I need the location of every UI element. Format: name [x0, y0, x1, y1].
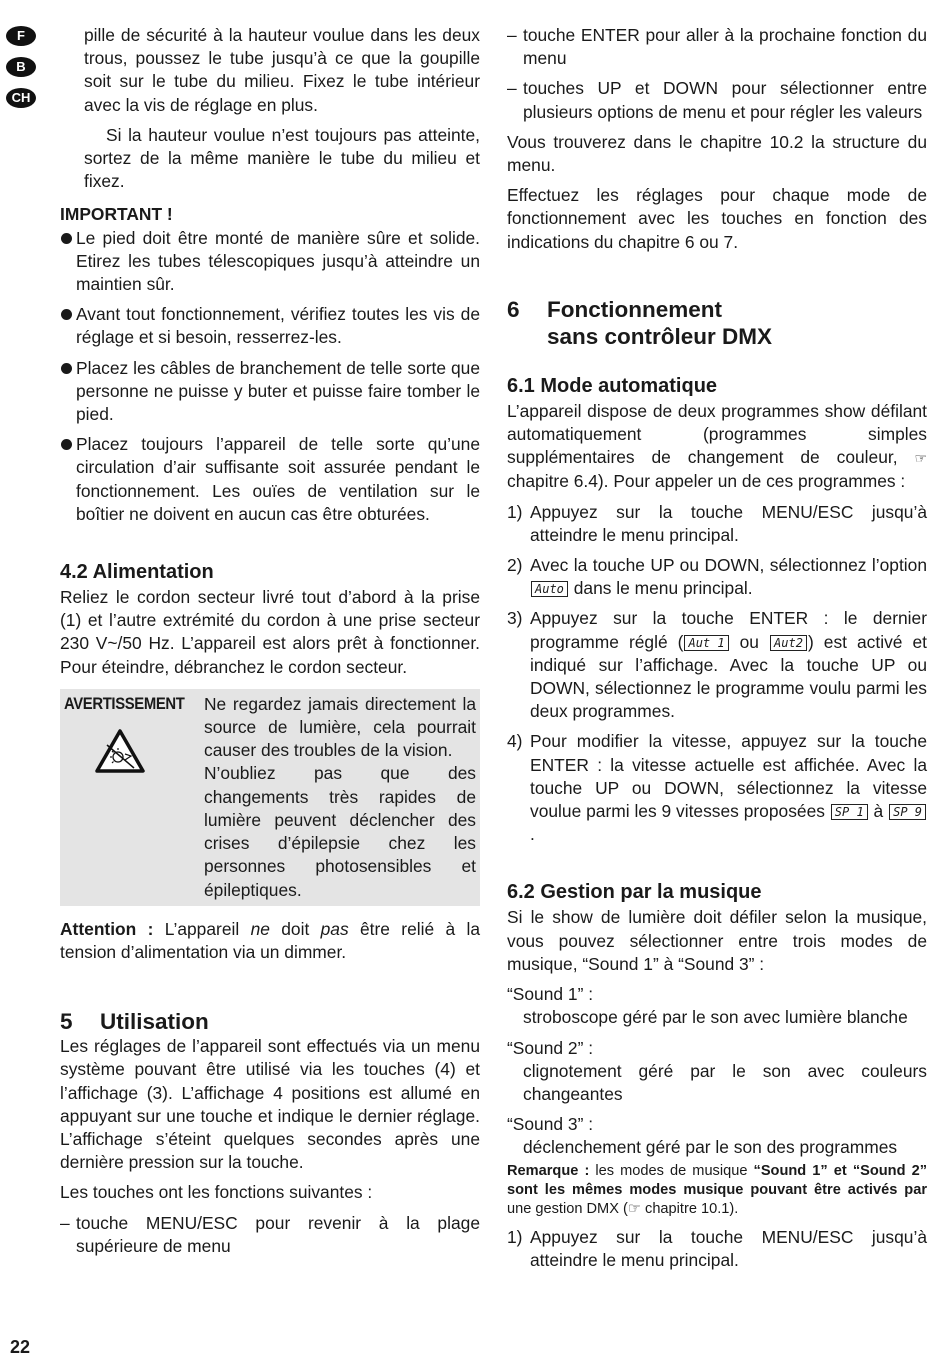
- warning-box: [60, 689, 480, 906]
- dash-item: – touches UP et DOWN pour sélectionner entre plusieurs options de menu et pour régler les valeurs: [507, 77, 927, 123]
- section-heading-4-2: 4.2 Alimentation: [60, 561, 214, 584]
- paragraph: L’appareil dispose de deux programmes show défilant automatiquement (programmes simples supplémentaires de changement de couleur, ☞ chapitre 6.4). Pour appeler un de ces programmes :: [507, 400, 927, 492]
- remark-paragraph: Remarque : les modes de musique “Sound 1” et “Sound 2” sont les mêmes modes musique pouvant être activés par une gestion DMX (☞ chapitre 10.1).: [507, 1162, 927, 1217]
- right-column: [507, 24, 927, 1280]
- warning-label: AVERTISSEMENT: [64, 694, 185, 713]
- warning-text: Ne regardez jamais directement la source de lumière, cela pourrait causer des troubles de la vision.: [204, 693, 476, 761]
- attention-paragraph: Attention : L’appareil ne doit pas être relié à la tension d’alimentation via un dimmer.: [60, 918, 481, 962]
- language-badge-b: B: [6, 57, 36, 77]
- paragraph: Effectuez les réglages pour chaque mode de fonctionnement avec les touches en fonction des indications du chapitre 6 ou 7.: [507, 185, 927, 252]
- section-heading-6-2: 6.2 Gestion par la musique: [507, 881, 762, 904]
- paragraph: Reliez le cordon secteur livré tout d’abord à la prise (1) et l’autre extrémité du cordon à une prise secteur 230 V~/50 Hz. L’appareil est alors prêt à fonctionner. Pour éteindre, débranchez le cordon secteur.: [60, 587, 480, 677]
- numbered-step: 1) Appuyez sur la touche MENU/ESC jusqu’à atteindre le menu principal.: [507, 1227, 927, 1271]
- numbered-step: 3) Appuyez sur la touche ENTER : le dernier programme réglé ( Aut 1 ou Aut2 ) est activé et indiqué sur l’affichage. Avec la touche UP ou DOWN, sélectionnez le programme voulu parmi les deux programmes.: [507, 608, 927, 722]
- numbered-step: 4) Pour modifier la vitesse, appuyez sur la touche ENTER : la vitesse actuelle est affichée. Avec la touche UP ou DOWN, sélectionnez la vitesse voulue parmi les 9 vitesses proposées SP 1 à SP 9.: [507, 731, 927, 845]
- paragraph: pille de sécurité à la hauteur voulue dans les deux trous, poussez le tube jusqu’à ce que la goupille soit sur le tube du milieu. Fixez le tube intérieur avec la vis de réglage en plus.: [84, 25, 480, 115]
- display-readout: Auto: [531, 581, 568, 597]
- sound-mode-label: “Sound 2” :: [507, 1037, 594, 1058]
- sound-mode-list: [507, 983, 927, 1159]
- language-badge-f: F: [6, 26, 36, 46]
- language-badges: [6, 26, 38, 119]
- display-readout: SP 1: [831, 804, 868, 820]
- bullet-item: Placez les câbles de branchement de telle sorte que personne ne puisse y buter et puisse faire tomber le pied.: [60, 357, 480, 427]
- attention-label: Attention :: [60, 918, 154, 939]
- sound-mode-label: “Sound 3” :: [507, 1114, 594, 1135]
- hand-pointer-icon: ☞: [914, 450, 927, 467]
- section-heading-6-1: 6.1 Mode automatique: [507, 374, 718, 397]
- bullet-item: Le pied doit être monté de manière sûre et solide. Etirez les tubes télescopiques jusqu’à atteindre un maintien sûr.: [60, 227, 480, 297]
- left-column: [60, 24, 480, 1265]
- page-number: 22: [10, 1337, 31, 1357]
- dash-item: – touche MENU/ESC pour revenir à la plage supérieure de menu: [60, 1212, 480, 1258]
- hand-pointer-icon: ☞: [627, 1200, 641, 1217]
- warning-text: N’oubliez pas que des changements très rapides de lumière peuvent déclencher des crises d’épilepsie chez les personnes photosensibles et épileptiques.: [204, 763, 476, 900]
- warning-eye-icon: [94, 728, 204, 780]
- section-heading-5: 5 Utilisation: [60, 1009, 209, 1035]
- important-heading: IMPORTANT !: [60, 204, 173, 225]
- paragraph: Si la hauteur voulue n’est toujours pas atteinte, sortez de la même manière le tube du milieu et fixez.: [84, 124, 480, 192]
- paragraph: Vous trouverez dans le chapitre 10.2 la structure du menu.: [507, 131, 927, 176]
- display-readout: Aut2: [770, 635, 807, 651]
- sound-mode-desc: stroboscope géré par le son avec lumière blanche: [523, 1007, 908, 1028]
- section-heading-6: 6 Fonctionnement sans contrôleur DMX: [507, 296, 773, 349]
- sound-mode-label: “Sound 1” :: [507, 984, 594, 1005]
- sound-mode-desc: clignotement géré par le son avec couleurs changeantes: [523, 1060, 927, 1104]
- display-readout: SP 9: [889, 804, 926, 820]
- paragraph: Les touches ont les fonctions suivantes :: [60, 1182, 373, 1203]
- display-readout: Aut 1: [684, 635, 728, 651]
- numbered-step: 2) Avec la touche UP ou DOWN, sélectionnez l’option Auto dans le menu principal.: [507, 555, 927, 599]
- dash-item: – touche ENTER pour aller à la prochaine fonction du menu: [507, 24, 927, 70]
- paragraph: Les réglages de l’appareil sont effectués via un menu système pouvant être utilisé via les touches (4) et l’affichage (3). L’affichage 4 positions est allumé en appuyant sur une touche et indique le dernier réglage. L’affichage s’éteint quelques secondes après une dernière pression sur la touche.: [60, 1036, 480, 1173]
- bullet-item: Placez toujours l’appareil de telle sorte qu’une circulation d’air suffisante soit assurée pendant le fonctionnement. Les ouïes de ventilation sur le boîtier ne doivent en aucun cas être obturées.: [60, 433, 480, 526]
- paragraph: Si le show de lumière doit défiler selon la musique, vous pouvez sélectionner entre trois modes de musique, “Sound 1” à “Sound 3” :: [507, 907, 927, 974]
- numbered-step: 1) Appuyez sur la touche MENU/ESC jusqu’à atteindre le menu principal.: [507, 501, 927, 545]
- language-badge-ch: CH: [6, 88, 36, 108]
- sound-mode-desc: déclenchement géré par le son des programmes: [523, 1137, 898, 1158]
- bullet-item: Avant tout fonctionnement, vérifiez toutes les vis de réglage et si besoin, resserrez-les.: [60, 303, 480, 349]
